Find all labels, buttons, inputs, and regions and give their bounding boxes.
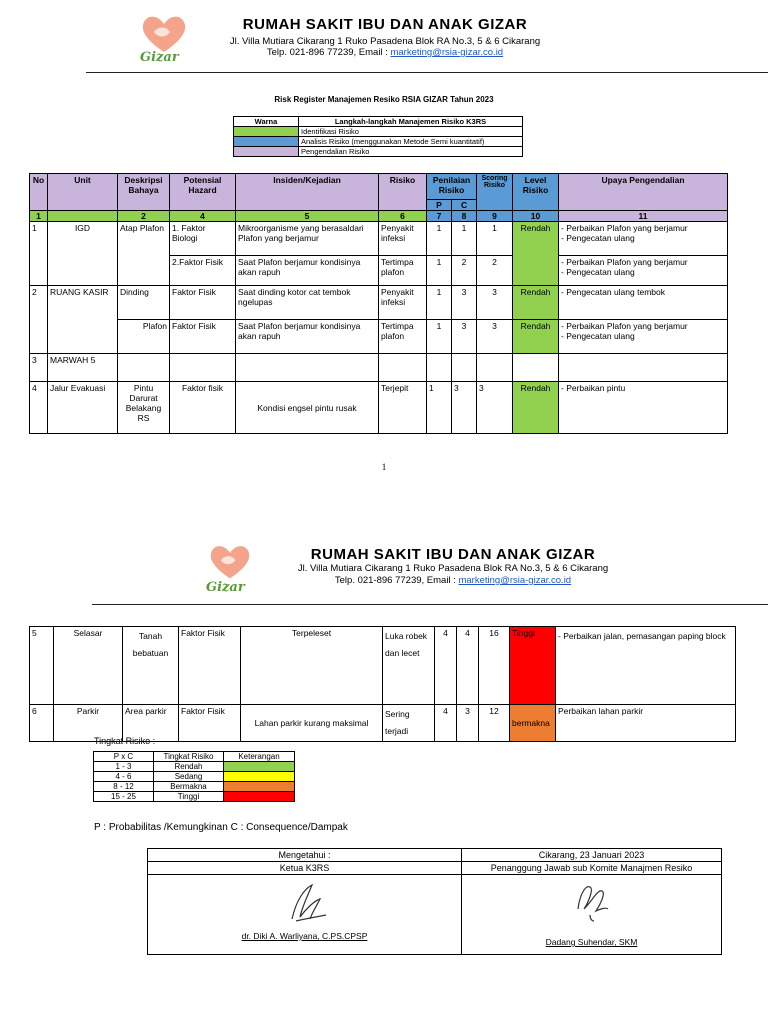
cell-p: 1 — [427, 222, 452, 256]
phone-text: Telp. 021-896 77239, Email : — [334, 575, 459, 586]
header-rule — [92, 604, 768, 605]
cell-unit: RUANG KASIR — [48, 286, 118, 354]
cell-risiko: Sering terjadi — [383, 705, 435, 742]
risk-row-tinggi: 15 - 25 Tinggi — [94, 792, 295, 802]
colnum-p: 7 — [427, 211, 452, 222]
cell-insiden: Kondisi engsel pintu rusak — [236, 382, 379, 434]
col-scoring: Scoring Risiko — [477, 174, 513, 211]
cell-insiden: Lahan parkir kurang maksimal — [241, 705, 383, 742]
signature-scribble-icon — [282, 881, 332, 925]
col-no: No — [30, 174, 48, 211]
phone-text: Telp. 021-896 77239, Email : — [266, 47, 391, 58]
hospital-name: RUMAH SAKIT IBU DAN ANAK GIZAR — [242, 16, 528, 33]
cell-insiden: Saat Plafon berjamur kondisinya akan rapuh — [236, 320, 379, 354]
cell-score: 1 — [477, 222, 513, 256]
cell-upaya: Perbaikan lahan parkir — [556, 705, 736, 742]
cell-risiko: Terjepit — [379, 382, 427, 434]
cell-c: 4 — [457, 627, 479, 705]
table-row — [30, 354, 728, 382]
col-upaya: Upaya Pengendalian — [559, 174, 728, 211]
legend-header-warna: Warna — [234, 117, 299, 127]
col-insiden: Insiden/Kejadian — [236, 174, 379, 211]
risk-row-sedang: 4 - 6 Sedang — [94, 772, 295, 782]
legend-swatch-pengendalian — [234, 147, 299, 157]
cell-hazard: Faktor fisik — [170, 382, 236, 434]
risk-row-bermakna: 8 - 12 Bermakna — [94, 782, 295, 792]
cell-p: 1 — [427, 320, 452, 354]
sig-right-title: Cikarang, 23 Januari 2023 — [462, 849, 722, 862]
cell-insiden: Terpeleset — [241, 627, 383, 705]
cell-unit: IGD — [48, 222, 118, 286]
colnum-no: 1 — [30, 211, 48, 222]
colnum-insiden: 5 — [236, 211, 379, 222]
hospital-address: Jl. Villa Mutiara Cikarang 1 Ruko Pasadena Blok RA No.3, 5 & 6 Cikarang — [297, 563, 609, 574]
colnum-risiko: 6 — [379, 211, 427, 222]
cell-risiko: Penyakit infeksi — [379, 222, 427, 256]
hospital-contact — [200, 47, 570, 58]
cell-risiko: Penyakit infeksi — [379, 286, 427, 320]
cell-p: 4 — [435, 627, 457, 705]
signature-table — [147, 848, 722, 955]
cell-score: 16 — [479, 627, 510, 705]
cell-risiko: Luka robek dan lecet — [383, 627, 435, 705]
cell-score: 3 — [477, 382, 513, 434]
cell-p: 1 — [427, 286, 452, 320]
col-penilaian: Penilaian Risiko — [427, 174, 477, 200]
risk-row-rendah: 1 - 3 Rendah — [94, 762, 295, 772]
cell-hazard: 1. Faktor Biologi — [170, 222, 236, 256]
risk-register-table — [29, 173, 728, 434]
email-link[interactable]: marketing@rsia-gizar.co.id — [458, 575, 572, 586]
sig-left-block — [148, 875, 462, 955]
cell-c: 2 — [452, 256, 477, 286]
letterhead-2 — [0, 538, 768, 618]
risk-header-pxc: P x C — [94, 752, 154, 762]
col-level: Level Risiko — [513, 174, 559, 211]
cell-level: Rendah — [513, 320, 559, 354]
cell-level: bermakna — [510, 705, 556, 742]
cell-no: 6 — [30, 705, 54, 742]
cell-level: Tinggi — [510, 627, 556, 705]
cell-no: 2 — [30, 286, 48, 354]
email-link[interactable]: marketing@rsia-gizar.co.id — [390, 47, 504, 58]
pc-note: P : Probabilitas /Kemungkinan C : Consequence/Dampak — [94, 822, 348, 833]
legend-header-steps: Langkah-langkah Manajemen Risiko K3RS — [299, 117, 523, 127]
cell-upaya: - Pengecatan ulang tembok — [559, 286, 728, 320]
table-row — [30, 627, 736, 705]
cell-c: 3 — [457, 705, 479, 742]
table-row — [30, 222, 728, 256]
sig-left-title: Mengetahui : — [148, 849, 462, 862]
sig-right-block — [462, 875, 722, 955]
risk-level-table — [93, 751, 295, 802]
cell-desc: Atap Plafon — [118, 222, 170, 286]
cell-insiden: Saat dinding kotor cat tembok ngelupas — [236, 286, 379, 320]
logo-text: Gizar — [140, 50, 179, 65]
cell-upaya: - Perbaikan Plafon yang berjamur - Pengecatan ulang — [559, 320, 728, 354]
hospital-name: RUMAH SAKIT IBU DAN ANAK GIZAR — [310, 546, 596, 563]
risk-header-tingkat: Tingkat Risiko — [154, 752, 224, 762]
cell-risiko: Tertimpa plafon — [379, 256, 427, 286]
cell-unit: Selasar — [54, 627, 123, 705]
table-row — [30, 320, 728, 354]
cell-desc: Pintu Darurat Belakang RS — [118, 382, 170, 434]
hospital-logo — [204, 542, 260, 598]
colnum-scoring: 9 — [477, 211, 513, 222]
cell-no: 3 — [30, 354, 48, 382]
cell-upaya: - Perbaikan Plafon yang berjamur - Pengecatan ulang — [559, 222, 728, 256]
cell-insiden: Saat Plafon berjamur kondisinya akan rapuh — [236, 256, 379, 286]
col-deskripsi: Deskripsi Bahaya — [118, 174, 170, 211]
col-c: C — [452, 200, 477, 211]
cell-upaya: - Perbaikan jalan, pemasangan paping block — [556, 627, 736, 705]
legend-text-pengendalian: Pengendalian Risiko — [299, 147, 523, 157]
cell-no: 5 — [30, 627, 54, 705]
hospital-contact — [268, 575, 638, 586]
cell-c: 3 — [452, 320, 477, 354]
colnum-upaya: 11 — [559, 211, 728, 222]
cell-hazard: Faktor Fisik — [179, 705, 241, 742]
sig-right-role: Penanggung Jawab sub Komite Manajmen Resiko — [462, 862, 722, 875]
sig-left-role: Ketua K3RS — [148, 862, 462, 875]
colnum-potensial: 4 — [170, 211, 236, 222]
risk-register-table-continued — [29, 626, 736, 742]
cell-c: 3 — [452, 382, 477, 434]
page-number: 1 — [381, 462, 387, 472]
colnum-unit — [48, 211, 118, 222]
legend-text-identifikasi: Identifikasi Risiko — [299, 127, 523, 137]
cell-insiden: Mikroorganisme yang berasaldari Plafon yang berjamur — [236, 222, 379, 256]
cell-score: 3 — [477, 286, 513, 320]
hospital-logo — [136, 12, 192, 68]
cell-level: Rendah — [513, 286, 559, 320]
cell-p: 1 — [427, 256, 452, 286]
sig-left-name: dr. Diki A. Warliyana, C.PS.CPSP — [241, 931, 368, 941]
cell-no: 1 — [30, 222, 48, 286]
cell-desc: Plafon — [118, 320, 170, 354]
cell-hazard: 2.Faktor Fisik — [170, 256, 236, 286]
cell-level: Rendah — [513, 382, 559, 434]
cell-hazard: Faktor Fisik — [179, 627, 241, 705]
cell-desc: Dinding — [118, 286, 170, 320]
cell-risiko: Tertimpa plafon — [379, 320, 427, 354]
letterhead-1 — [0, 0, 768, 80]
legend-text-analisis: Analisis Risiko (menggunakan Metode Semi kuantitatif) — [299, 137, 523, 147]
cell-hazard: Faktor Fisik — [170, 286, 236, 320]
cell-score: 12 — [479, 705, 510, 742]
colnum-level: 10 — [513, 211, 559, 222]
cell-upaya: - Perbaikan pintu — [559, 382, 728, 434]
hospital-address: Jl. Villa Mutiara Cikarang 1 Ruko Pasadena Blok RA No.3, 5 & 6 Cikarang — [229, 36, 541, 47]
colnum-c: 8 — [452, 211, 477, 222]
cell-p: 1 — [427, 382, 452, 434]
legend-swatch-analisis — [234, 137, 299, 147]
legend-swatch-identifikasi — [234, 127, 299, 137]
logo-text: Gizar — [206, 580, 245, 595]
col-unit: Unit — [48, 174, 118, 211]
color-legend-table — [233, 116, 523, 157]
cell-no: 4 — [30, 382, 48, 434]
cell-hazard: Faktor Fisik — [170, 320, 236, 354]
col-potensial: Potensial Hazard — [170, 174, 236, 211]
cell-upaya: - Perbaikan Plafon yang berjamur - Pengecatan ulang — [559, 256, 728, 286]
signature-scribble-icon — [570, 879, 614, 925]
cell-p: 4 — [435, 705, 457, 742]
cell-c: 3 — [452, 286, 477, 320]
colnum-deskripsi: 2 — [118, 211, 170, 222]
cell-unit: Jalur Evakuasi — [48, 382, 118, 434]
table-row — [30, 286, 728, 320]
cell-unit: MARWAH 5 — [48, 354, 118, 382]
document-title: Risk Register Manajemen Resiko RSIA GIZAR Tahun 2023 — [274, 95, 494, 104]
risk-level-title: Tingkat Risiko : — [94, 736, 156, 746]
cell-unit: Parkir — [54, 705, 123, 742]
cell-desc: Tanah bebatuan — [123, 627, 179, 705]
col-risiko: Risiko — [379, 174, 427, 211]
cell-c: 1 — [452, 222, 477, 256]
header-rule — [86, 72, 768, 73]
cell-score: 3 — [477, 320, 513, 354]
cell-level: Rendah — [513, 222, 559, 286]
sig-right-name: Dadang Suhendar, SKM — [545, 937, 638, 947]
cell-score: 2 — [477, 256, 513, 286]
col-p: P — [427, 200, 452, 211]
cell-desc: Area parkir — [123, 705, 179, 742]
heart-logo-icon — [204, 542, 256, 582]
risk-header-keterangan: Keterangan — [224, 752, 295, 762]
table-row — [30, 382, 728, 434]
